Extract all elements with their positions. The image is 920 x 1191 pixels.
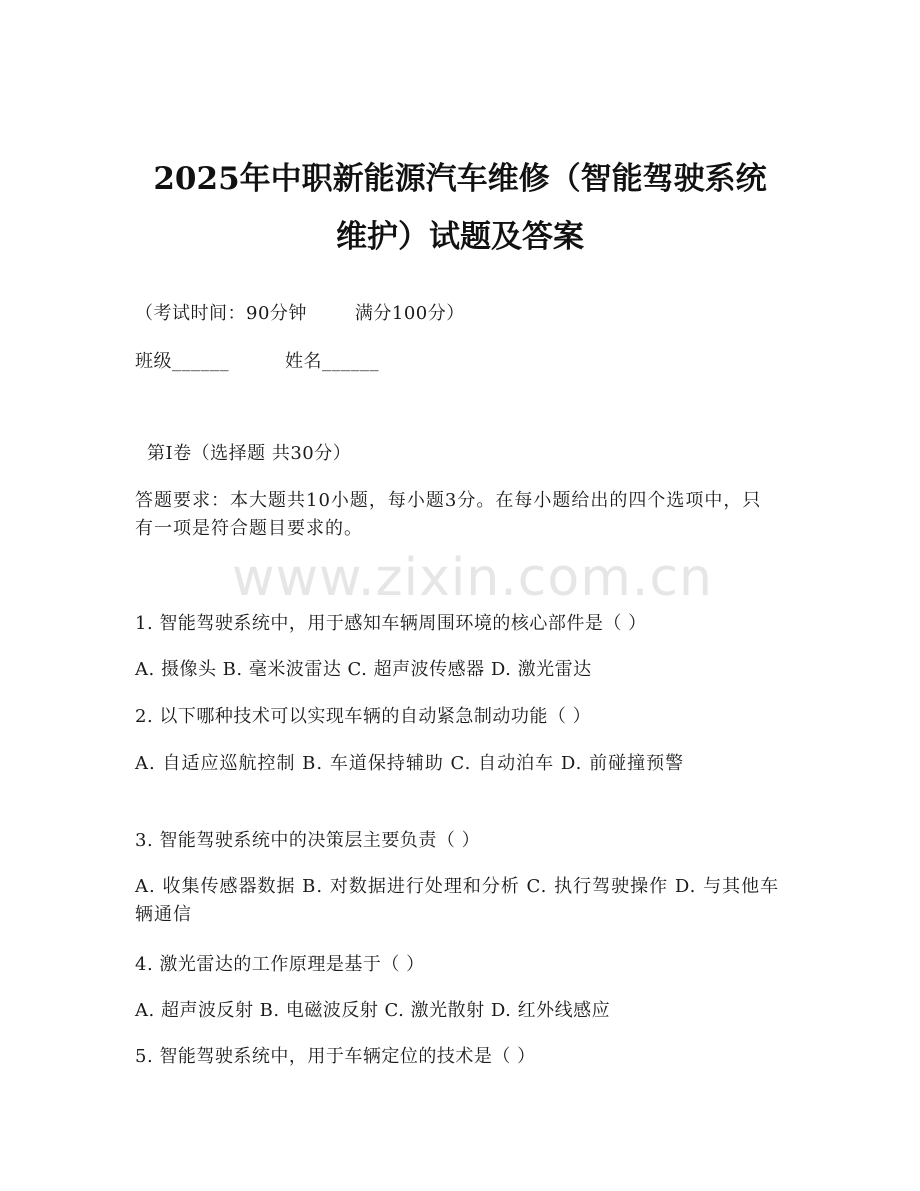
exam-title-line-2: 维护）试题及答案 bbox=[336, 219, 584, 255]
question-2-stem: 2. 以下哪种技术可以实现车辆的自动紧急制动功能（ ） bbox=[135, 706, 592, 727]
exam-time: （考试时间：90分钟 bbox=[135, 303, 307, 324]
section-instructions: 答题要求：本大题共10小题，每小题3分。在每小题给出的四个选项中，只有一项是符合题目要求的。 bbox=[135, 490, 762, 539]
question-2-options: A. 自适应巡航控制 B. 车道保持辅助 C. 自动泊车 D. 前碰撞预警 bbox=[135, 753, 685, 774]
question-5-stem: 5. 智能驾驶系统中，用于车辆定位的技术是（ ） bbox=[135, 1046, 536, 1067]
exam-title bbox=[100, 150, 820, 266]
question-4-options: A. 超声波反射 B. 电磁波反射 C. 激光散射 D. 红外线感应 bbox=[135, 1000, 611, 1021]
class-field-label: 班级______ bbox=[135, 351, 229, 372]
question-1-options: A. 摄像头 B. 毫米波雷达 C. 超声波传感器 D. 激光雷达 bbox=[135, 659, 592, 680]
watermark: www.zixin.com.cn bbox=[232, 548, 713, 608]
student-info bbox=[135, 348, 795, 376]
question-3-options: A. 收集传感器数据 B. 对数据进行处理和分析 C. 执行驾驶操作 D. 与其他车辆通信 bbox=[135, 876, 780, 925]
question-3-stem: 3. 智能驾驶系统中的决策层主要负责（ ） bbox=[135, 830, 481, 851]
exam-full-score: 满分100分） bbox=[354, 303, 465, 324]
question-4-stem: 4. 激光雷达的工作原理是基于（ ） bbox=[135, 954, 425, 975]
section-heading: 第Ⅰ卷（选择题 共30分） bbox=[147, 443, 352, 464]
question-1-stem: 1. 智能驾驶系统中，用于感知车辆周围环境的核心部件是（ ） bbox=[135, 613, 647, 634]
exam-info bbox=[135, 300, 795, 328]
name-field-label: 姓名______ bbox=[285, 351, 379, 372]
exam-title-line-1: 2025年中职新能源汽车维修（智能驾驶系统 bbox=[153, 161, 767, 197]
